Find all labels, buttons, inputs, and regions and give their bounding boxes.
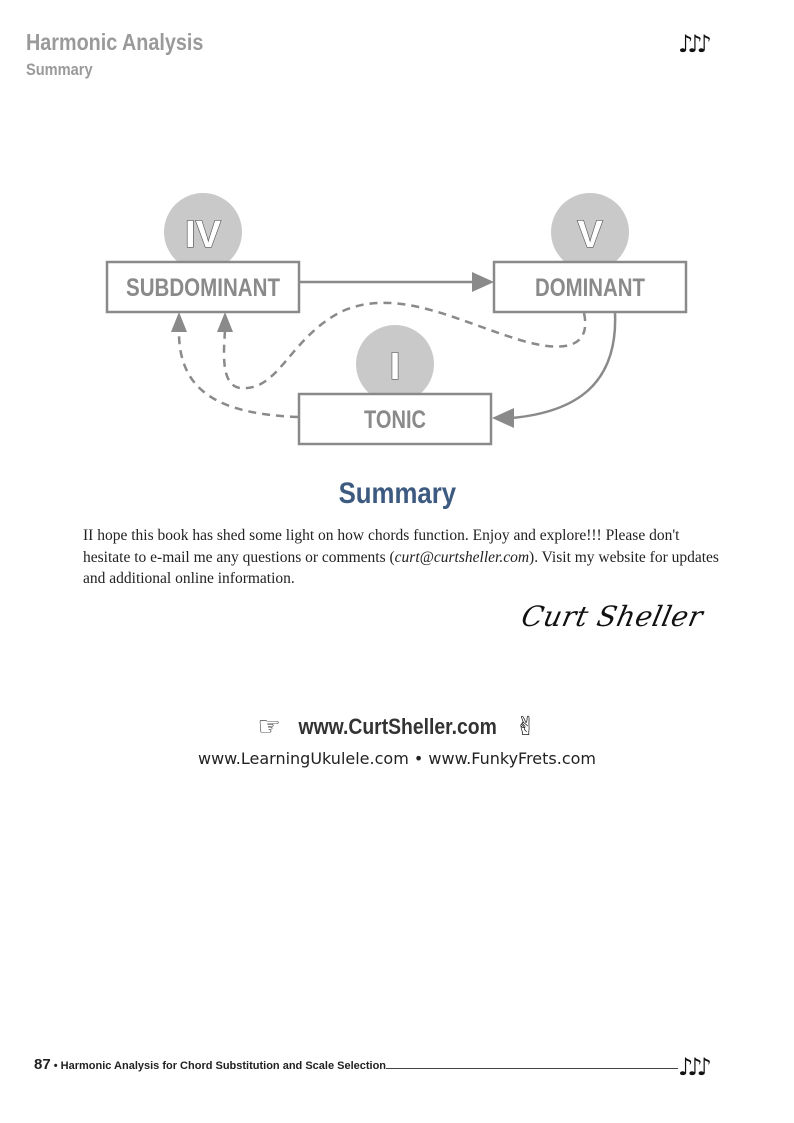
- music-notes-icon: ♪♪♪: [678, 30, 706, 58]
- summary-paragraph: II hope this book has shed some light on how chords function. Enjoy and explore!!! Please don't hesitate to e-mail me any questions or comments (curt@curtsheller.com). Visit my website for updates and additional online information.: [83, 527, 719, 587]
- arrow-dominant-to-tonic: [512, 313, 615, 418]
- subdominant-node: [107, 193, 299, 312]
- arrowhead-dominant-to-subdominant: [217, 312, 233, 332]
- other-websites[interactable]: www.LearningUkulele.com • www.FunkyFrets.com: [197, 749, 597, 768]
- main-website-link[interactable]: www.CurtSheller.com: [298, 714, 497, 739]
- footer: [34, 1056, 386, 1074]
- page-number: 87: [34, 1056, 51, 1073]
- footer-rule: [386, 1068, 678, 1069]
- arrowhead-to-tonic: [492, 408, 514, 428]
- harmonic-function-diagram: [0, 0, 794, 470]
- dominant-numeral: V: [577, 214, 603, 256]
- victory-hand-icon: ✌: [514, 712, 537, 742]
- signature: Curt Sheller: [518, 600, 707, 633]
- subdominant-label: SUBDOMINANT: [126, 274, 280, 302]
- arrowhead-tonic-to-subdominant: [171, 312, 187, 332]
- music-notes-icon: ♪♪♪: [678, 1053, 706, 1081]
- header-title: Harmonic Analysis: [26, 29, 204, 55]
- pointing-hand-icon: ☞: [257, 712, 281, 742]
- website-row: [0, 712, 794, 742]
- footer-text: • Harmonic Analysis for Chord Substitution and Scale Selection: [50, 1060, 387, 1072]
- dashed-arrow-tonic-to-subdominant: [179, 330, 298, 417]
- arrowhead-to-dominant: [472, 272, 494, 292]
- tonic-node: [299, 325, 491, 444]
- email-link[interactable]: curt@curtsheller.com: [394, 548, 530, 566]
- dominant-label: DOMINANT: [535, 274, 645, 302]
- tonic-label: TONIC: [364, 406, 426, 434]
- header-subtitle: Summary: [26, 60, 93, 79]
- summary-heading: Summary: [338, 477, 456, 510]
- dominant-node: [494, 193, 686, 312]
- tonic-numeral: I: [389, 346, 401, 388]
- subdominant-numeral: IV: [185, 214, 221, 256]
